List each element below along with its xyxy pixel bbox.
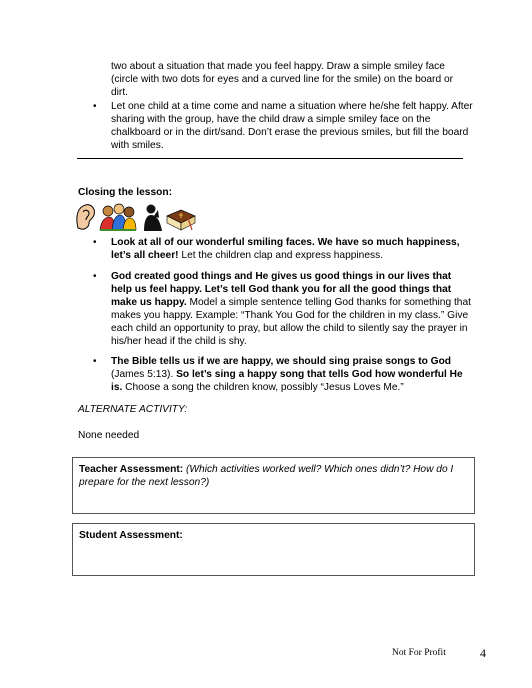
children-icon [100,204,136,230]
closing-bullet-2-text: Model a simple sentence telling God thanks for something that makes you happy. Example: “Thank You God for the children in my class.” Give each child an opportunity to pray, but allow the child to silently say the prayer in his/her head if the child is shy. [111,297,471,347]
ear-icon [77,205,95,229]
teacher-assessment-box [72,457,475,514]
closing-bullet-3-text: Choose a song the children know, possibly “Jesus Loves Me.” [122,382,404,393]
intro-paragraph: two about a situation that made you feel happy. Draw a simple smiley face (circle with two dots for eyes and a curved line for the smile) on the board or dirt. [111,61,454,98]
closing-bullet-3-ref: (James 5:13). [111,369,174,380]
icon-strip [74,202,198,232]
teacher-assessment-content [79,463,468,489]
closing-bullet-1-bold: Look at all of our wonderful smiling faces. We have so much happiness, let’s all cheer! [111,237,460,261]
bullet-marker: • [93,356,97,367]
alternate-activity-text: None needed [78,430,140,441]
bible-icon [167,210,195,230]
closing-bullet-1-text: Let the children clap and express happiness. [178,250,384,261]
closing-bullet-3-bold: The Bible tells us if we are happy, we should sing praise songs to God [111,356,452,367]
section-divider [77,158,463,159]
closing-bullet-1 [111,236,473,262]
activity-bullet-text: Let one child at a time come and name a situation where he/she felt happy. After sharing with the group, have the child draw a simple smiley face on the chalkboard or in the dirt/sand. Don’t erase the previous smiles, but fill the board with smiles. [111,101,473,151]
bullet-marker: • [93,237,97,248]
bullet-marker: • [93,271,97,282]
teacher-assessment-prompt: (Which activities worked well? Which ones didn’t? How do I prepare for the next lesson?) [79,464,454,488]
bullet-marker: • [93,101,97,112]
footer-text: Not For Profit [392,648,446,658]
closing-bullet-3 [111,355,473,394]
teacher-assessment-label: Teacher Assessment: [79,464,184,475]
closing-bullet-2 [111,270,473,348]
closing-bullet-2-bold: God created good things and He gives us good things in our lives that help us feel happy. Let’s tell God thank you for all the good things that make us happy. [111,271,452,308]
student-assessment-box [72,523,475,576]
alternate-activity-heading: ALTERNATE ACTIVITY: [78,404,188,415]
student-assessment-label: Student Assessment: [79,530,183,541]
page-number: 4 [480,646,486,660]
student-assessment-content [79,529,468,542]
closing-heading: Closing the lesson: [78,187,172,198]
closing-bullet-3-bold2: So let’s sing a happy song that tells God how wonderful He is. [111,369,463,393]
praying-child-icon [144,205,162,232]
